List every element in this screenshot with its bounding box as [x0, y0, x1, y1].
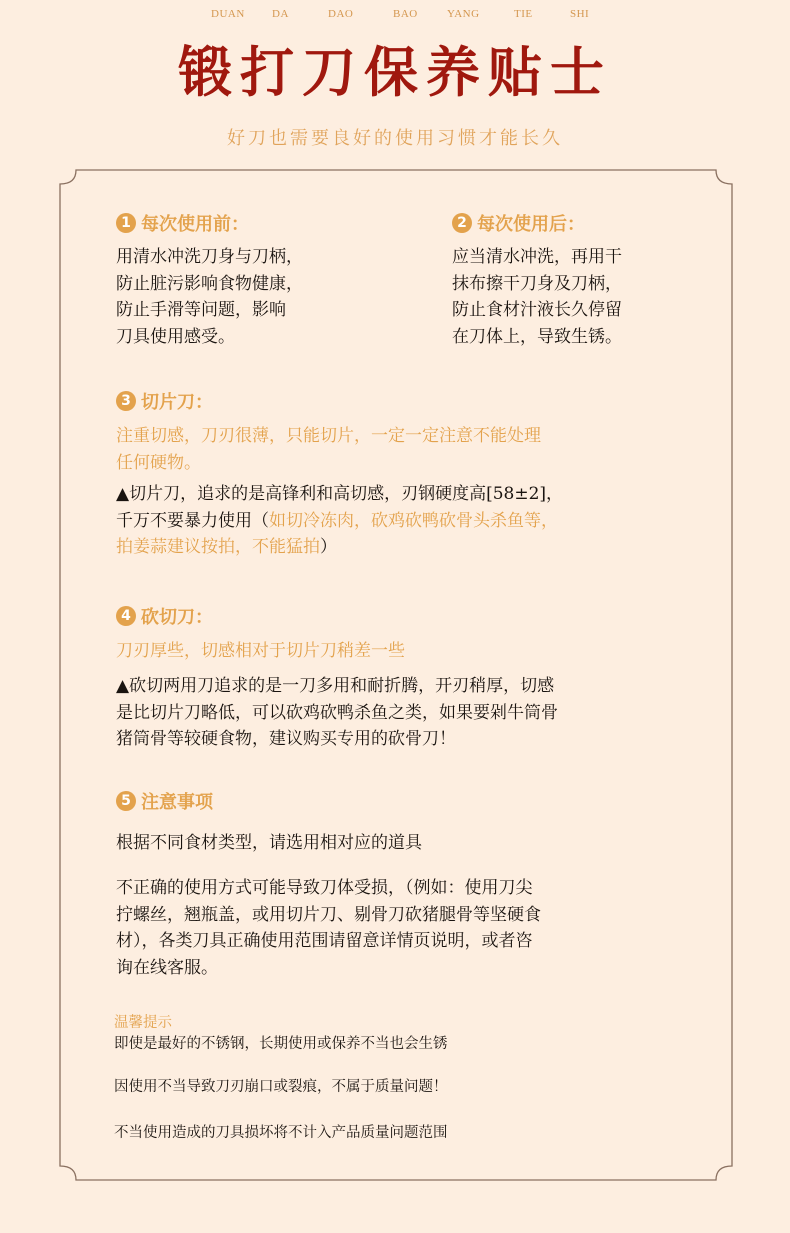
- tips-line-2: 因使用不当导致刀刃崩口或裂痕，不属于质量问题！: [114, 1079, 448, 1095]
- pinyin-4: BAO: [393, 8, 418, 20]
- text-line: 刀具使用感受。: [116, 326, 235, 347]
- text-line: 材），各类刀具正确使用范围请留意详情页说明，或者咨: [116, 931, 533, 951]
- number-badge: 4: [116, 606, 136, 626]
- section-chopping-note: 刀刃厚些，切感相对于切片刀稍差一些: [116, 641, 405, 661]
- section-slicing-title: 切片刀：: [141, 392, 213, 413]
- page-title: 锻打刀保养贴士: [178, 40, 612, 104]
- number-badge: 5: [116, 791, 136, 811]
- section-notice-heading: [116, 788, 213, 814]
- section-slicing-note: [116, 423, 541, 476]
- text-line: 防止脏污影响食物健康，: [116, 273, 303, 294]
- text-span-highlight: 如切冷冻肉，砍鸡砍鸭砍骨头杀鱼等，: [269, 510, 558, 531]
- text-line: 用清水冲洗刀身与刀柄，: [116, 247, 303, 267]
- tips-line-3: 不当使用造成的刀具损坏将不计入产品质量问题范围: [114, 1125, 448, 1141]
- pinyin-5: YANG: [447, 8, 480, 20]
- text-line: 拧螺丝，翘瓶盖，或用切片刀、剔骨刀砍猪腿骨等坚硬食: [116, 904, 541, 925]
- text-line: [116, 508, 563, 535]
- section-after-title: 每次使用后：: [477, 214, 585, 235]
- page-subtitle: 好刀也需要良好的使用习惯才能长久: [227, 128, 563, 149]
- text-line: 询在线客服。: [116, 957, 218, 978]
- pinyin-3: DAO: [328, 8, 354, 20]
- number-badge: 1: [116, 213, 136, 233]
- text-line: ▲砍切两用刀追求的是一刀多用和耐折腾，开刃稍厚，切感: [116, 676, 555, 696]
- pinyin-7: SHI: [570, 8, 590, 20]
- section-before-heading: [116, 210, 249, 236]
- pinyin-row: [0, 8, 790, 24]
- section-chopping-title: 砍切刀：: [141, 607, 213, 628]
- number-badge: 3: [116, 391, 136, 411]
- pinyin-2: DA: [272, 8, 289, 20]
- text-line: 任何硬物。: [116, 452, 201, 473]
- section-before-title: 每次使用前：: [141, 214, 249, 235]
- text-span: 千万不要暴力使用（: [116, 510, 269, 531]
- text-line: 注重切感，刀刃很薄，只能切片，一定一定注意不能处理: [116, 426, 541, 446]
- text-line: 在刀体上，导致生锈。: [452, 326, 622, 347]
- text-line: 不正确的使用方式可能导致刀体受损，（例如：使用刀尖: [116, 878, 533, 898]
- section-chopping-body: [116, 673, 558, 753]
- section-before-body: [116, 244, 303, 350]
- section-notice-title: 注意事项: [141, 792, 213, 813]
- text-line: 防止食材汁液长久停留: [452, 300, 622, 320]
- text-line: 猪筒骨等较硬食物，建议购买专用的砍骨刀！: [116, 729, 456, 749]
- tips-line-1: 即使是最好的不锈钢，长期使用或保养不当也会生锈: [114, 1036, 448, 1052]
- text-line: 是比切片刀略低，可以砍鸡砍鸭杀鱼之类，如果要剁牛筒骨: [116, 702, 558, 723]
- tips-label: 温馨提示: [114, 1015, 172, 1031]
- text-span-highlight: 拍姜蒜建议按拍，不能猛拍: [116, 537, 320, 557]
- pinyin-1: DUAN: [211, 8, 245, 20]
- text-line: 抹布擦干刀身及刀柄，: [452, 273, 622, 294]
- section-notice-para1: 根据不同食材类型，请选用相对应的道具: [116, 833, 422, 853]
- section-after-heading: [452, 210, 585, 236]
- text-line: 应当清水冲洗，再用干: [452, 247, 622, 267]
- text-line: 防止手滑等问题，影响: [116, 300, 286, 320]
- section-slicing-body: [116, 481, 563, 561]
- text-line: ▲切片刀，追求的是高锋利和高切感，刃钢硬度高[58±2]，: [116, 484, 564, 504]
- section-chopping-heading: [116, 603, 213, 629]
- section-after-body: [452, 244, 622, 350]
- section-notice-para2: [116, 875, 541, 981]
- section-slicing-heading: [116, 388, 213, 414]
- pinyin-6: TIE: [514, 8, 533, 20]
- text-span: ）: [320, 537, 337, 557]
- text-line: [116, 534, 563, 561]
- number-badge: 2: [452, 213, 472, 233]
